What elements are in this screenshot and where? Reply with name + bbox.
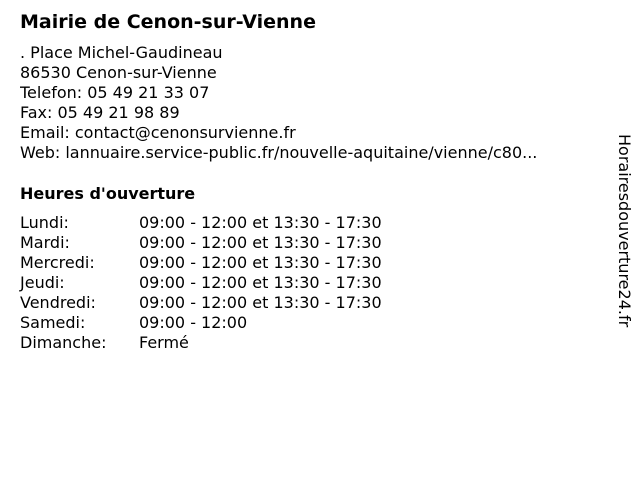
address-line-1: . Place Michel-Gaudineau [20, 43, 223, 62]
web-line: Web: lannuaire.service-public.fr/nouvelle-aquitaine/vienne/c80... [20, 143, 538, 162]
day-label: Mardi: [20, 233, 70, 252]
email-line: Email: contact@cenonsurvienne.fr [20, 123, 296, 142]
day-label: Vendredi: [20, 293, 96, 312]
hours-row-saturday [20, 313, 382, 333]
day-label: Samedi: [20, 313, 86, 332]
day-time: 09:00 - 12:00 [139, 313, 248, 332]
day-label: Lundi: [20, 213, 69, 232]
day-time: 09:00 - 12:00 et 13:30 - 17:30 [139, 233, 382, 252]
day-time: 09:00 - 12:00 et 13:30 - 17:30 [139, 213, 382, 232]
hours-row-thursday [20, 273, 382, 293]
day-time: 09:00 - 12:00 et 13:30 - 17:30 [139, 293, 382, 312]
contact-block [20, 43, 610, 163]
hours-heading: Heures d'ouverture [20, 184, 196, 203]
hours-row-tuesday [20, 233, 382, 253]
day-time: 09:00 - 12:00 et 13:30 - 17:30 [139, 273, 382, 292]
hours-row-wednesday [20, 253, 382, 273]
day-time: 09:00 - 12:00 et 13:30 - 17:30 [139, 253, 382, 272]
hours-table [20, 213, 382, 353]
site-watermark: Horairesdouverture24.fr [615, 134, 634, 328]
day-label: Jeudi: [20, 273, 65, 292]
address-line-2: 86530 Cenon-sur-Vienne [20, 63, 217, 82]
hours-row-sunday [20, 333, 382, 353]
hours-row-friday [20, 293, 382, 313]
day-label: Dimanche: [20, 333, 107, 352]
phone-line: Telefon: 05 49 21 33 07 [20, 83, 210, 102]
page-title: Mairie de Cenon-sur-Vienne [20, 11, 316, 33]
day-time: Fermé [139, 333, 189, 352]
hours-row-monday [20, 213, 382, 233]
day-label: Mercredi: [20, 253, 95, 272]
fax-line: Fax: 05 49 21 98 89 [20, 103, 180, 122]
